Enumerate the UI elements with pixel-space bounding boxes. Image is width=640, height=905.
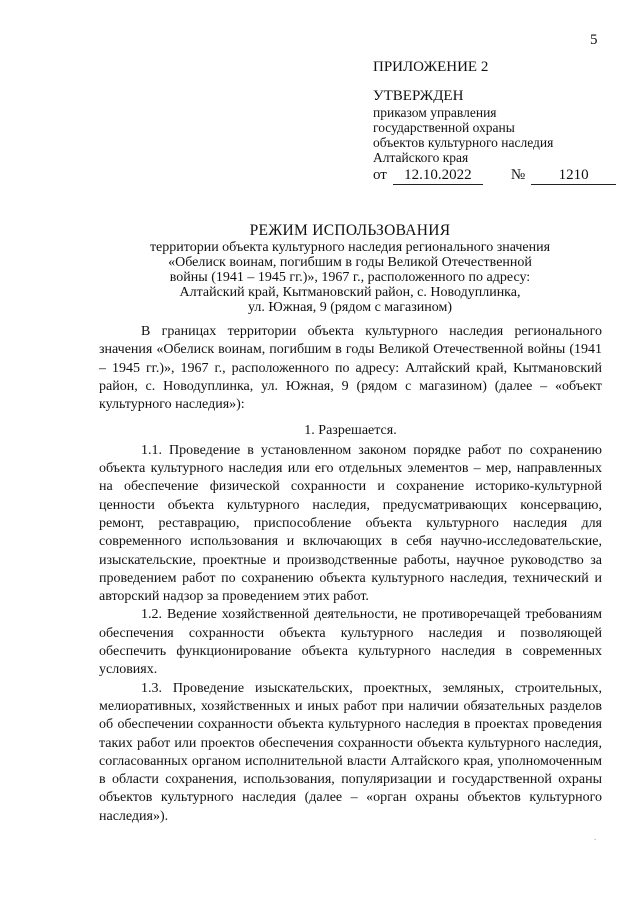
title-line: «Обелиск воинам, погибшим в годы Великой Отечественной	[168, 255, 532, 270]
document-body	[99, 323, 602, 826]
margin-mark: .	[594, 832, 597, 842]
title-line: территории объекта культурного наследия регионального значения	[149, 240, 551, 255]
order-number: 1210	[531, 166, 616, 185]
title-line: Алтайский край, Кытмановский район, с. Новодуплинка,	[179, 285, 521, 300]
title-line: войны (1941 – 1945 гг.)», 1967 г., расположенного по адресу:	[169, 270, 531, 285]
approval-line: государственной охраны	[373, 120, 515, 135]
approval-line: Алтайского края	[373, 150, 469, 165]
clause-1-3: 1.3. Проведение изыскательских, проектных, земляных, строительных, мелиоративных, хозяйственных и иных работ при наличии обязательных разделов об обеспечении сохранности объекта культурного наследия в проектах проведения таких работ или проектов обеспечения сохранности объекта культурного наследия, согласованных органом исполнительной власти Алтайского края, уполномоченным в области сохранения, использования, популяризации и государственной охраны объектов культурного наследия (далее – «орган охраны объектов культурного наследия»).	[99, 680, 602, 824]
section-heading: 1. Разрешается.	[304, 423, 397, 439]
order-line	[373, 166, 623, 185]
document-title	[100, 222, 600, 315]
number-label: №	[510, 167, 526, 183]
approval-block	[373, 58, 623, 185]
title-line: ул. Южная, 9 (рядом с магазином)	[248, 300, 452, 315]
clause-1-1: 1.1. Проведение в установленном законом порядке работ по сохранению объекта культурного наследия или его отдельных элементов – мер, направленных на обеспечение физической сохранности и сохранение историко-культурной ценности объекта культурного наследия, предусматривающих консервацию, ремонт, реставрацию, приспособление объекта культурного наследия для современного использования и включающих в себя научно-исследовательские, изыскательские, проектные и производственные работы, научное руководство за проведением работ по сохранению объекта культурного наследия, технический и авторский надзор за проведением этих работ.	[99, 442, 602, 605]
page-number: 5	[590, 32, 598, 48]
intro-paragraph: В границах территории объекта культурного наследия регионального значения «Обелиск воинам, погибшим в годы Великой Отечественной войны (1941 – 1945 гг.)», 1967 г., расположенного по адресу: Алтайский край, Кытмановский район, с. Новодуплинка, ул. Южная, 9 (рядом с магазином) (далее – «объект культурного наследия»):	[99, 324, 602, 413]
title-main: РЕЖИМ ИСПОЛЬЗОВАНИЯ	[249, 222, 451, 239]
approved-label: УТВЕРЖДЕН	[373, 88, 464, 104]
order-date: 12.10.2022	[393, 166, 483, 185]
appendix-label: ПРИЛОЖЕНИЕ 2	[373, 59, 489, 75]
approval-line: объектов культурного наследия	[373, 135, 554, 150]
clause-1-2: 1.2. Ведение хозяйственной деятельности, не противоречащей требованиям обеспечения сохранности объекта культурного наследия и позволяющей обеспечить функционирование объекта культурного наследия в современных условиях.	[99, 607, 602, 678]
approval-line: приказом управления	[373, 105, 497, 120]
from-label: от	[373, 167, 387, 183]
